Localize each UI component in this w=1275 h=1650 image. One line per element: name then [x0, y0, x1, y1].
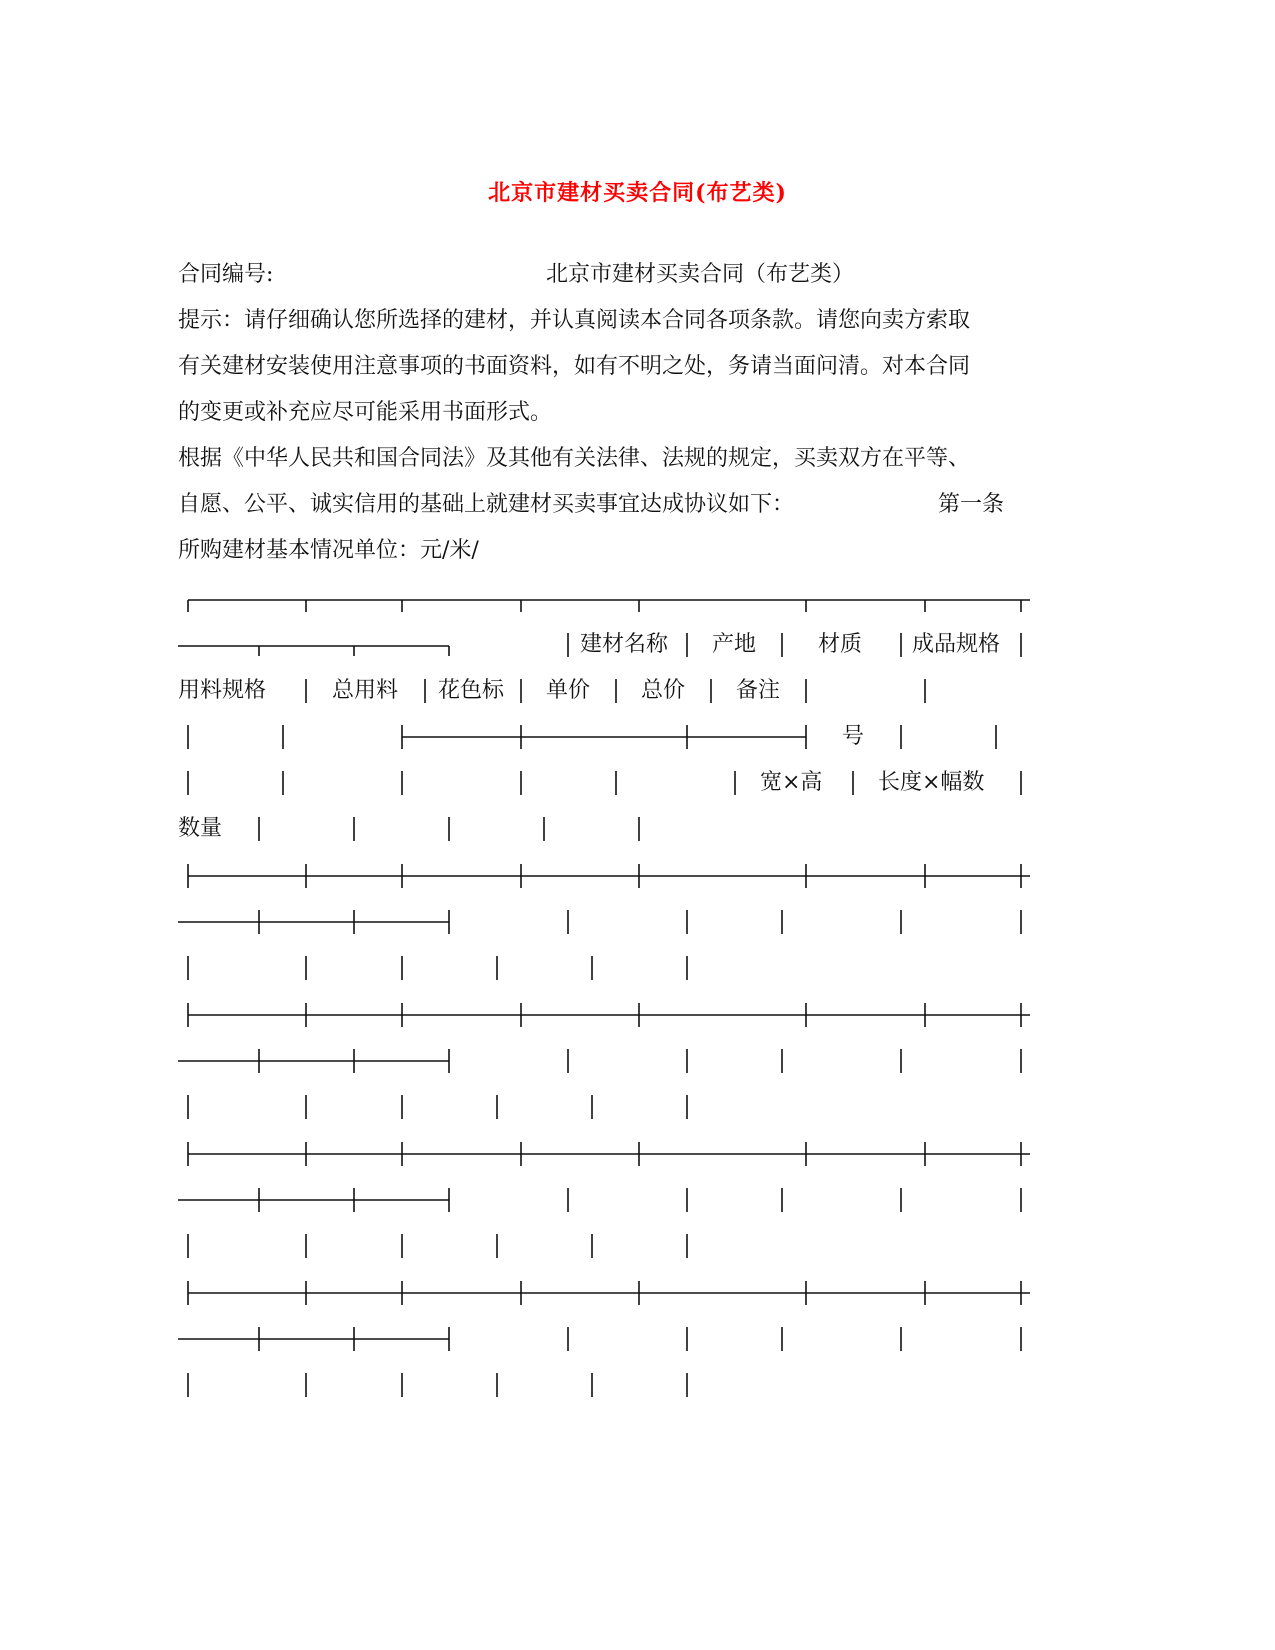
header-material-spec: 用料规格: [178, 678, 267, 703]
basis-line-1: 根据《中华人民共和国合同法》及其他有关法律、法规的规定，买卖双方在平等、: [178, 446, 971, 471]
basis-line-2: 自愿、公平、诚实信用的基础上就建材买卖事宜达成协议如下：: [178, 492, 795, 517]
hint-line-2: 有关建材安装使用注意事项的书面资料，如有不明之处，务请当面问清。对本合同: [178, 354, 971, 379]
hint-line-1: 提示：请仔细确认您所选择的建材，并认真阅读本合同各项条款。请您向卖方索取: [178, 308, 971, 333]
header-texture: 材质: [818, 632, 863, 657]
header-unit-price: 单价: [546, 678, 591, 703]
header-material-name: 建材名称: [580, 632, 669, 657]
header-total-price: 总价: [641, 678, 686, 703]
header-origin: 产地: [712, 632, 757, 657]
header-width-height: 宽×高: [760, 770, 823, 795]
header-color-mark: 花色标: [438, 678, 505, 703]
header-total-material: 总用料: [332, 678, 399, 703]
header-remarks: 备注: [736, 678, 781, 703]
article-one-text: 所购建材基本情况单位：元/米/: [178, 538, 479, 563]
contract-header-title: 北京市建材买卖合同（布艺类）: [546, 262, 855, 287]
header-length-count: 长度×幅数: [878, 770, 985, 795]
header-quantity: 数量: [178, 816, 223, 841]
header-hao: 号: [842, 724, 865, 749]
document-title: 北京市建材买卖合同(布艺类): [488, 180, 787, 206]
article-one-heading: 第一条: [938, 492, 1005, 517]
header-finished-spec: 成品规格: [912, 632, 1001, 657]
contract-number-label: 合同编号:: [178, 262, 274, 287]
hint-line-3: 的变更或补充应尽可能采用书面形式。: [178, 400, 553, 425]
